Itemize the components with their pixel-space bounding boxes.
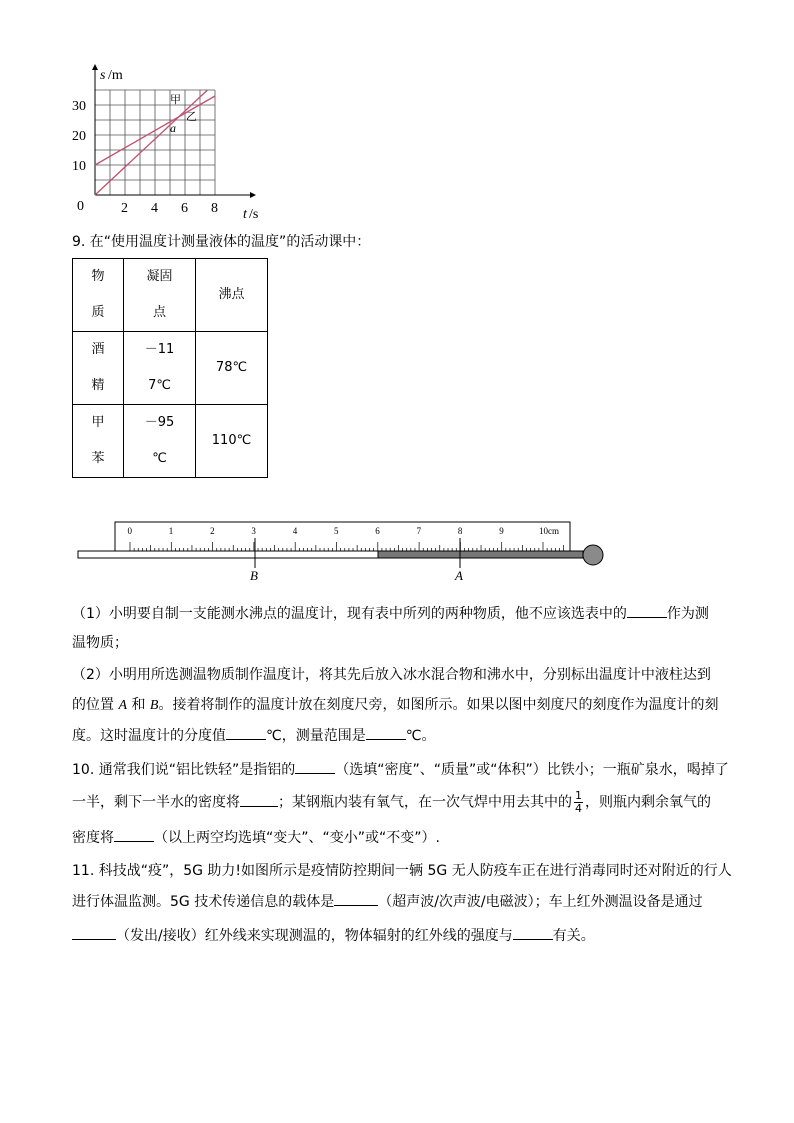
- cell-toluene-boil: 110℃: [196, 405, 268, 478]
- q10-line2: 一半，剩下一半水的密度将 ；某钢瓶内装有氧气，在一次气焊中用去其中的 $\frac{1}{4}$ ，则瓶内剩余氧气的: [72, 789, 711, 815]
- origin-label: 0: [77, 199, 84, 214]
- q11-blank-2[interactable]: [72, 924, 116, 940]
- x-axis-label-unit: /s: [249, 207, 259, 222]
- y-tick-label: 20: [72, 129, 86, 144]
- x-tick-label: 4: [151, 201, 158, 216]
- q11-blank-3[interactable]: [513, 924, 553, 940]
- material-table: [72, 258, 268, 478]
- x-tick-label: 6: [181, 201, 188, 216]
- st-graph: [60, 60, 280, 225]
- q10-blank-1[interactable]: [295, 758, 335, 774]
- ruler-label: 10cm: [539, 526, 559, 536]
- q10-blank-2[interactable]: [240, 791, 278, 807]
- fraction-one-quarter: $\frac{1}{4}$: [575, 789, 582, 815]
- ruler-label: 8: [457, 526, 463, 536]
- x-axis-label-var: t: [243, 207, 247, 222]
- x-tick-label: 2: [121, 201, 128, 216]
- q11-line1: 11. 科技战“疫”，5G 助力!如图所示是疫情防控期间一辆 5G 无人防疫车正在进行消毒同时还对附近的行人: [72, 863, 732, 879]
- x-tick-label: 8: [211, 201, 218, 216]
- thermometer-liquid: [378, 551, 583, 558]
- y-axis-arrow: [92, 64, 98, 70]
- q9-p2-line1: （2）小明用所选测温物质制作温度计，将其先后放入冰水混合物和沸水中，分别标出温度计中液柱达到: [72, 667, 711, 683]
- ruler-label: 1: [168, 526, 174, 536]
- q10-line1: 10. 通常我们说“铝比铁轻”是指铝的 （选填“密度”、“质量”或“体积”）比铁小；一瓶矿泉水，喝掉了: [72, 758, 729, 781]
- y-tick-label: 30: [72, 99, 86, 114]
- cell-toluene-freeze: －95 ℃: [124, 405, 196, 478]
- y-tick-label: 10: [72, 159, 86, 174]
- header-freezing-point: 凝固 点: [124, 259, 196, 332]
- q9-blank-3[interactable]: [366, 724, 406, 740]
- q9-p2-line2: 的位置 A 和 B。接着将制作的温度计放在刻度尺旁，如图所示。如果以图中刻度尺的刻度作为温度计的刻: [72, 697, 719, 713]
- ruler-label: 5: [334, 526, 339, 536]
- q9-blank-1[interactable]: [627, 602, 667, 618]
- q10-line3: 密度将 （以上两空均选填“变大”、“变小”或“不变”）.: [72, 826, 440, 849]
- q9-blank-2[interactable]: [226, 724, 266, 740]
- label-jia: 甲: [170, 94, 181, 106]
- y-axis-label-var: s: [100, 68, 106, 83]
- ruler-label: 4: [292, 526, 298, 536]
- cell-alcohol-freeze: －11 7℃: [124, 332, 196, 405]
- q11-line3: （发出/接收）红外线来实现测温的，物体辐射的红外线的强度与 有关。: [72, 924, 595, 947]
- header-boiling-point: 沸点: [196, 259, 268, 332]
- q9-p1-line2: 温物质；: [72, 635, 128, 651]
- label-a: a: [170, 121, 176, 135]
- mark-b-label: B: [250, 568, 258, 583]
- q11-line2: 进行体温监测。5G 技术传递信息的载体是 （超声波/次声波/电磁波）；车上红外测温设备是通过: [72, 890, 703, 913]
- label-yi: 乙: [186, 111, 197, 123]
- ruler-label: 0: [127, 526, 132, 536]
- thermometer-bulb: [583, 545, 603, 565]
- q11-blank-1[interactable]: [334, 890, 378, 906]
- ruler-label: 2: [210, 526, 215, 536]
- ruler-thermometer-figure: [70, 518, 615, 588]
- cell-alcohol-boil: 78℃: [196, 332, 268, 405]
- header-substance: 物 质: [73, 259, 124, 332]
- q9-p1-line1: （1）小明要自制一支能测水沸点的温度计，现有表中所列的两种物质，他不应该选表中的 作为测: [72, 602, 709, 625]
- ruler-label: 9: [499, 526, 504, 536]
- ruler-label: 3: [251, 526, 256, 536]
- ruler-label: 7: [416, 526, 422, 536]
- series-line-1: [95, 90, 208, 195]
- cell-alcohol-name: 酒 精: [73, 332, 124, 405]
- q9-p2-line3: 度。这时温度计的分度值 ℃，测量范围是 ℃。: [72, 724, 435, 747]
- cell-toluene-name: 甲 苯: [73, 405, 124, 478]
- y-axis-label-unit: /m: [108, 68, 123, 83]
- q9-stem: 9. 在“使用温度计测量液体的温度”的活动课中：: [72, 234, 371, 250]
- q10-blank-3[interactable]: [114, 826, 154, 842]
- ruler-label: 6: [375, 526, 380, 536]
- x-axis-arrow: [250, 192, 256, 198]
- mark-a-label: A: [455, 568, 463, 583]
